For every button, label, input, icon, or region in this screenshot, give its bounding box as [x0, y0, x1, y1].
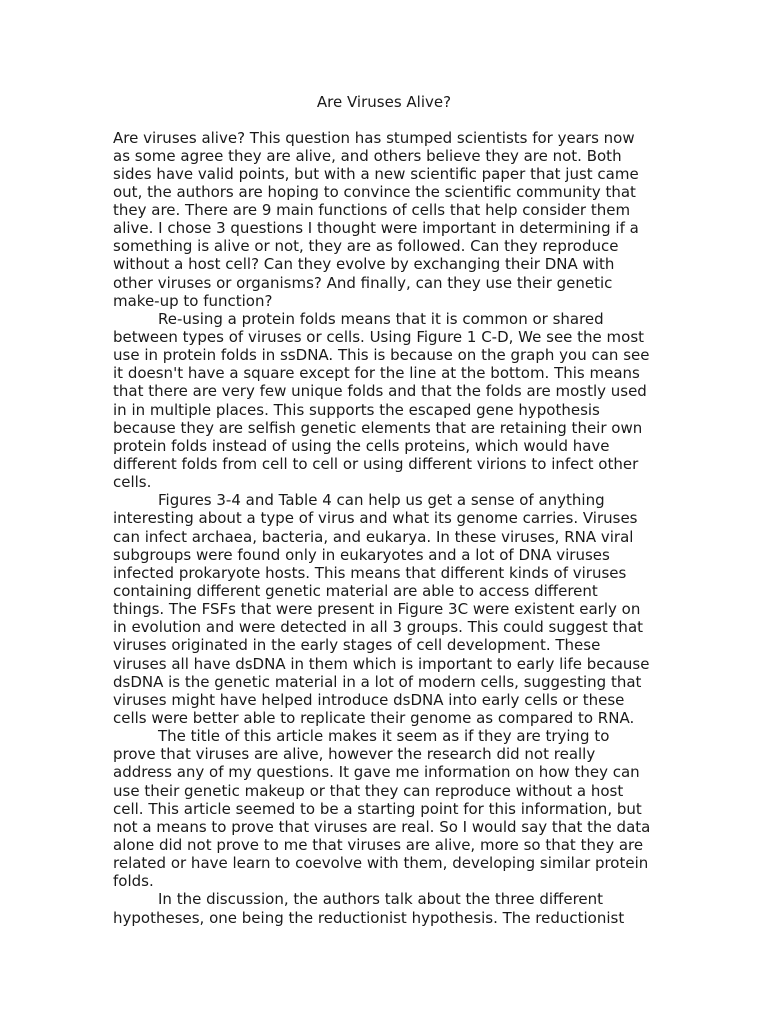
text-line: they are. There are 9 main functions of cells that help consider them — [113, 201, 631, 220]
text-line: Figures 3-4 and Table 4 can help us get a sense of anything — [158, 491, 605, 510]
text-line: address any of my questions. It gave me information on how they can — [113, 763, 640, 782]
paragraph — [113, 491, 693, 727]
text-line: other viruses or organisms? And finally, can they use their genetic — [113, 273, 613, 292]
text-line: make-up to function? — [113, 291, 273, 310]
text-line: cell. This article seemed to be a starting point for this information, but — [113, 799, 642, 818]
text-line: can infect archaea, bacteria, and eukarya. In these viruses, RNA viral — [113, 527, 634, 546]
text-line: Are viruses alive? This question has stumped scientists for years now — [113, 128, 635, 147]
text-line: things. The FSFs that were present in Figure 3C were existent early on — [113, 600, 641, 619]
paragraph — [113, 890, 693, 926]
document-body — [113, 129, 693, 927]
text-line: without a host cell? Can they evolve by exchanging their DNA with — [113, 255, 615, 274]
text-line: between types of viruses or cells. Using Figure 1 C-D, We see the most — [113, 328, 645, 347]
text-line: Re-using a protein folds means that it is common or shared — [158, 309, 604, 328]
text-line: as some agree they are alive, and others believe they are not. Both — [113, 146, 622, 165]
text-line: cells. — [113, 473, 152, 492]
text-line: in in multiple places. This supports the escaped gene hypothesis — [113, 400, 600, 419]
text-line: because they are selfish genetic elements that are retaining their own — [113, 418, 643, 437]
text-line: protein folds instead of using the cells proteins, which would have — [113, 436, 610, 455]
text-line: subgroups were found only in eukaryotes and a lot of DNA viruses — [113, 545, 610, 564]
text-line: viruses all have dsDNA in them which is important to early life because — [113, 654, 650, 673]
text-line: infected prokaryote hosts. This means that different kinds of viruses — [113, 563, 627, 582]
text-line: something is alive or not, they are as followed. Can they reproduce — [113, 237, 619, 256]
text-line: not a means to prove that viruses are real. So I would say that the data — [113, 817, 651, 836]
text-line: containing different genetic material are able to access different — [113, 582, 598, 601]
text-line: in evolution and were detected in all 3 groups. This could suggest that — [113, 618, 644, 637]
text-line: sides have valid points, but with a new scientific paper that just came — [113, 164, 639, 183]
paragraph — [113, 310, 693, 491]
text-line: related or have learn to coevolve with them, developing similar protein — [113, 854, 649, 873]
text-line: prove that viruses are alive, however the research did not really — [113, 745, 596, 764]
paragraph — [113, 129, 693, 310]
text-line: In the discussion, the authors talk about the three different — [158, 890, 604, 909]
text-line: use in protein folds in ssDNA. This is because on the graph you can see — [113, 346, 650, 365]
text-line: that there are very few unique folds and that the folds are mostly used — [113, 382, 647, 401]
text-line: cells were better able to replicate their genome as compared to RNA. — [113, 709, 635, 727]
text-line: dsDNA is the genetic material in a lot of modern cells, suggesting that — [113, 672, 642, 691]
text-line: it doesn't have a square except for the line at the bottom. This means — [113, 364, 640, 383]
text-line: different folds from cell to cell or using different virions to infect other — [113, 455, 639, 474]
text-line: use their genetic makeup or that they can reproduce without a host — [113, 781, 624, 800]
document-title: Are Viruses Alive? — [316, 93, 452, 111]
text-line: alive. I chose 3 questions I thought were important in determining if a — [113, 219, 639, 238]
text-line: out, the authors are hoping to convince the scientific community that — [113, 182, 636, 201]
text-line: interesting about a type of virus and what its genome carries. Viruses — [113, 509, 638, 528]
text-line: viruses might have helped introduce dsDNA into early cells or these — [113, 690, 625, 709]
text-line: hypotheses, one being the reductionist hypothesis. The reductionist — [113, 908, 625, 927]
text-line: The title of this article makes it seem as if they are trying to — [158, 727, 610, 746]
paragraph — [113, 727, 693, 890]
text-line: folds. — [113, 872, 154, 891]
text-line: alone did not prove to me that viruses are alive, more so that they are — [113, 835, 644, 854]
text-line: viruses originated in the early stages of cell development. These — [113, 636, 601, 655]
